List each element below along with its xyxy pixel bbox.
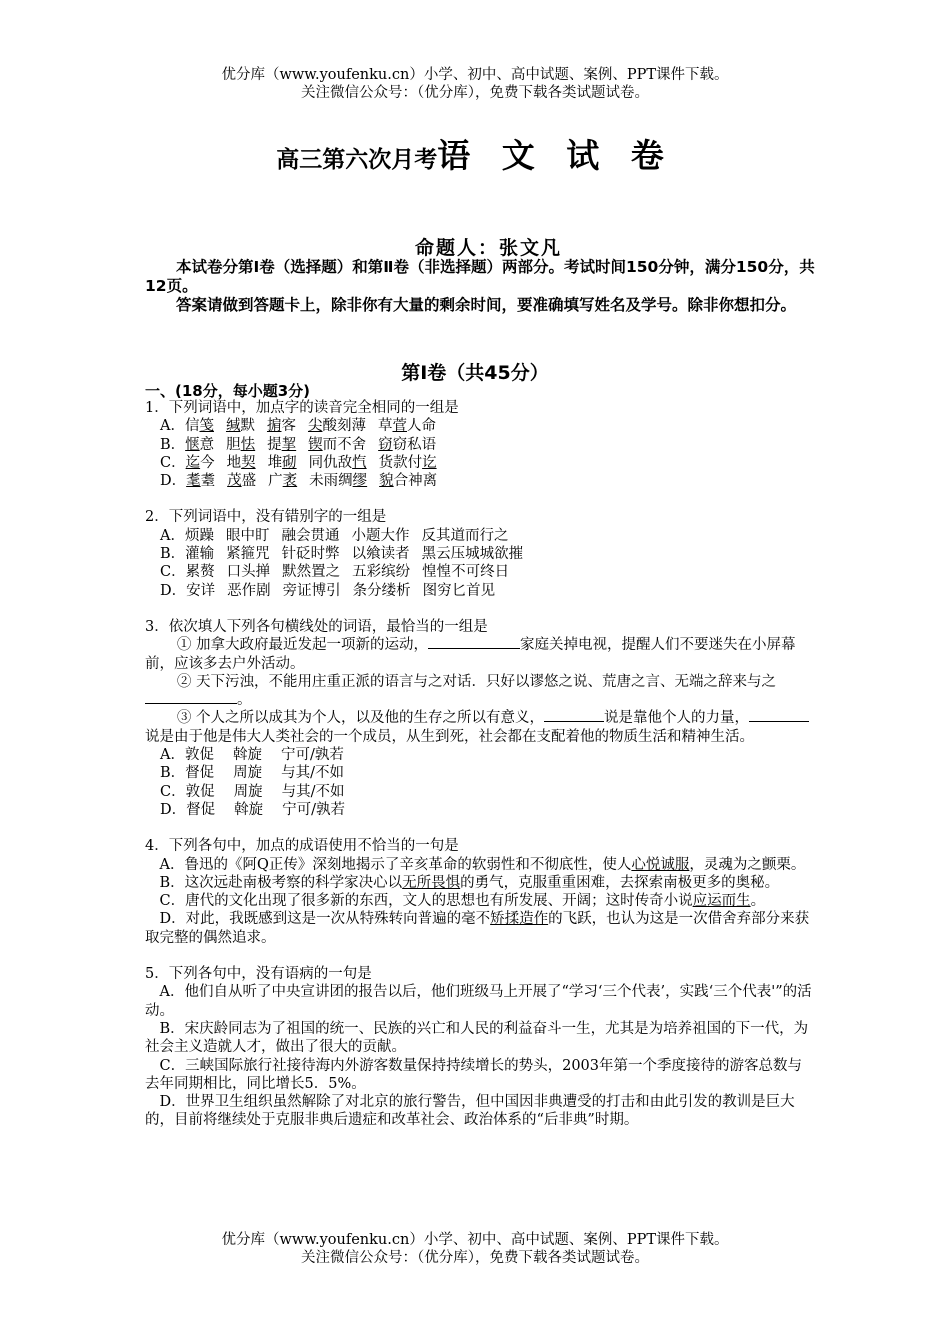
option-label: C． [160,454,186,471]
exam-instructions [145,258,815,315]
question-3 [145,618,813,819]
exam-title-main: 语 文 试 卷 [437,136,674,175]
answer-blank [145,691,237,704]
option-c: C．敦促 周旋 与其/不如 [160,783,345,800]
question-stem: 5．下列各句中，没有语病的一句是 [145,966,372,983]
question-stem: 2．下列词语中，没有错别字的一组是 [145,509,387,526]
footer-line-1: 优分库（www.youfenku.cn）小学、初中、高中试题、案例、PPT课件下载。 [221,1232,729,1248]
option-b: B．灌输 紧箍咒 针砭时弊 以飨读者 黑云压城城欲摧 [160,546,524,563]
page-header [0,66,950,102]
part-heading: 一、(18分，每小题3分) [145,382,311,400]
question-stem: 3．依次填人下列各句横线处的词语，最恰当的一组是 [145,618,488,635]
option-d: D．对此，我既感到这是一次从特殊转向普遍的毫不矫揉造作的飞跃，也认为这是一次借舍弃部分来获取完整的偶然追求。 [145,911,810,946]
option-a: A．烦躁 眼中盯 融会贯通 小题大作 反其道而行之 [160,527,509,544]
question-2 [145,508,813,599]
answer-blank [544,709,604,722]
instruction-paragraph: 答案请做到答题卡上，除非你有大量的剩余时间，要准确填写姓名及学号。除非你想扣分。 [176,296,797,314]
question-list [145,399,813,1148]
option-a: A．鲁迅的《阿Q正传》深刻地揭示了辛亥革命的软弱性和不彻底性，使人心悦诚服，灵魂为之颤栗。 [159,856,806,873]
option-a: A．他们自从听了中央宣讲团的报告以后，他们班级马上开展了“学习‘三个代表’，实践‘三个代表'”的活动。 [145,984,812,1019]
option-b: B．这次远赴南极考察的科学家决心以无所畏惧的勇气，克服重重困难，去探索南极更多的奥秘。 [159,874,780,891]
option-b: B．惬意 胆怯 提挈 锲而不舍 窃窃私语 [160,436,437,453]
sentence-2: ② 天下污浊，不能用庄重正派的语言与之对话．只好以谬悠之说、荒唐之言、无端之辞来与之。 [145,673,813,710]
option-a: A．敦促 斡旋 宁可/孰若 [160,747,344,764]
option-label: B． [160,436,186,453]
option-label: A． [160,418,185,435]
page-footer [0,1231,950,1267]
header-line-2: 关注微信公众号：（优分库），免费下载各类试题试卷。 [301,85,649,101]
header-line-1: 优分库（www.youfenku.cn）小学、初中、高中试题、案例、PPT课件下载。 [221,67,729,83]
sentence-3: ③ 个人之所以成其为个人，以及他的生存之所以有意义， 说是靠他个人的力量，说是由于他是伟大人类社会的一个成员，从生到死，社会都在支配着他的物质生活和精神生活。 [145,709,813,746]
author-line: 命题人：张文凡 [415,237,563,259]
option-b: B．督促 周旋 与其/不如 [160,765,345,782]
answer-blank [749,709,809,722]
question-5 [145,965,813,1130]
exam-title-prefix: 高三第六次月考 [276,147,438,173]
question-4 [145,837,813,947]
footer-line-2: 关注微信公众号：（优分库），免费下载各类试题试卷。 [301,1250,649,1266]
sentence-1: ① 加拿大政府最近发起一项新的运动， 家庭关掉电视，提醒人们不要迷失在小屏幕前，应该多去户外活动。 [145,637,796,672]
question-1 [145,399,813,490]
option-label: D． [160,473,187,490]
option-d: D．安详 恶作剧 旁证博引 条分缕析 图穷匕首见 [160,582,496,599]
question-stem: 4．下列各句中，加点的成语使用不恰当的一句是 [145,838,459,855]
question-stem: 1．下列词语中，加点字的读音完全相同的一组是 [145,400,459,416]
option-d: D．世界卫生组织虽然解除了对北京的旅行警告，但中国因非典遭受的打击和由此引发的教训是巨大的，目前将继续处于克服非典后遗症和改革社会、政治体系的“后非典”时期。 [145,1094,795,1129]
option-a: A．信笺 缄默 掮客 尖酸刻薄 草菅人命 [160,418,436,435]
option-c: C．累赘 口头掸 默然置之 五彩缤纷 惶惶不可终日 [160,564,510,581]
option-c: C．唐代的文化出现了很多新的东西，文人的思想也有所发展、开阔；这时传奇小说应运而生。 [159,893,766,910]
option-d: D．耄耋 茂盛 广袤 未雨绸缪 貌合神离 [160,473,438,490]
option-c: C．三峡国际旅行社接待海内外游客数量保持持续增长的势头，2003年第一个季度接待的游客总数与去年同期相比，同比增长5．5%。 [145,1057,802,1092]
section-title: 第Ⅰ卷（共45分） [401,362,549,384]
option-b: B．宋庆龄同志为了祖国的统一、民族的兴亡和人民的利益奋斗一生，尤其是为培养祖国的下一代，为社会主义造就人才，做出了很大的贡献。 [145,1020,809,1056]
exam-title [0,130,950,177]
option-c: C．迄今 地契 堆砌 同仇敌忾 货款付讫 [160,454,437,471]
answer-blank [428,636,520,649]
option-d: D．督促 斡旋 宁可/孰若 [160,801,346,818]
instruction-paragraph: 本试卷分第Ⅰ卷（选择题）和第Ⅱ卷（非选择题）两部分。考试时间150分钟，满分150分，共12页。 [145,258,815,295]
